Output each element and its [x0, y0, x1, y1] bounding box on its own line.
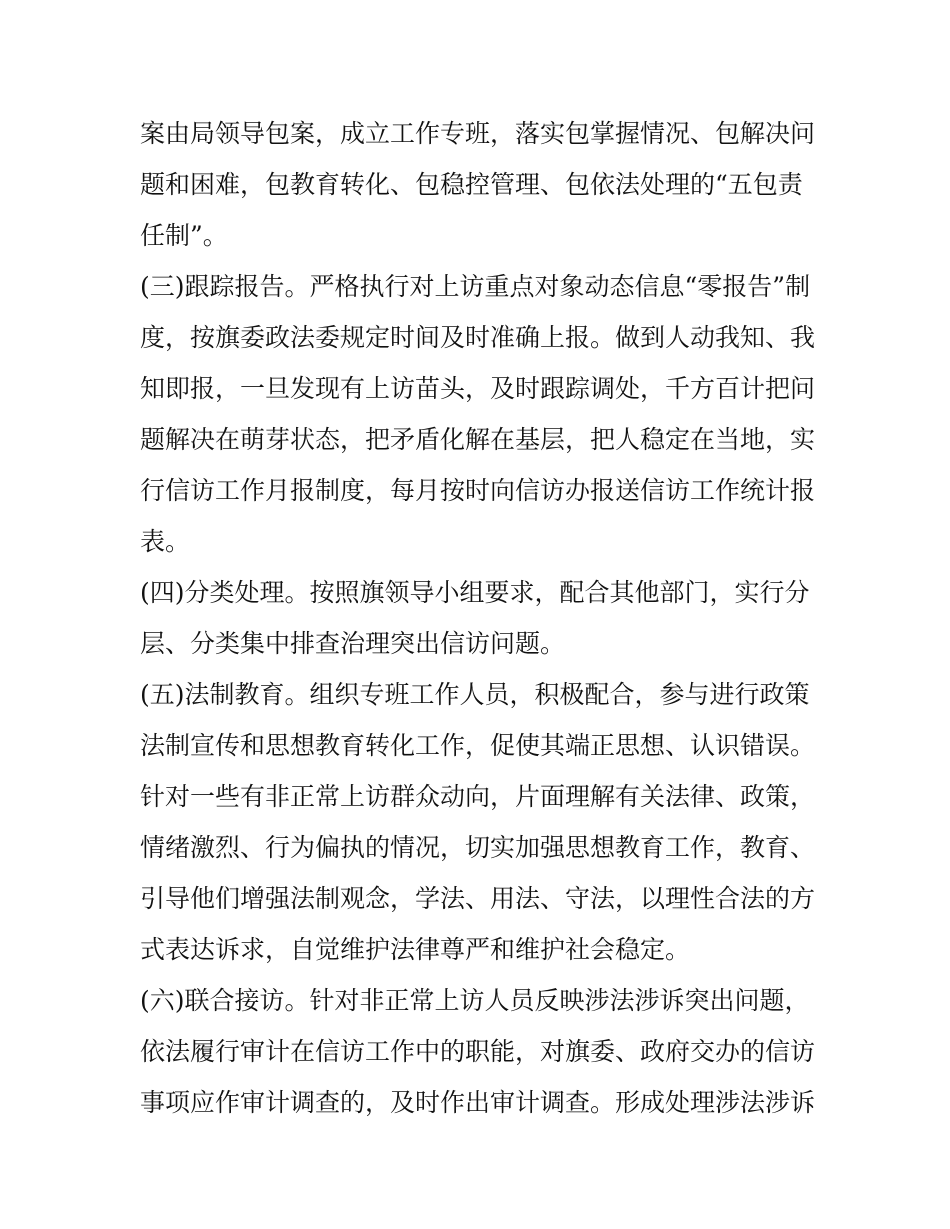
text-line: 任制”。 — [140, 221, 228, 250]
text-line: 情绪激烈、行为偏执的情况，切实加强思想教育工作，教育、 — [140, 833, 816, 862]
text-line: (五)法制教育。组织专班工作人员，积极配合，参与进行政策 — [140, 680, 810, 709]
text-line: 层、分类集中排查治理突出信访问题。 — [140, 629, 566, 658]
text-line: 法制宣传和思想教育转化工作，促使其端正思想、认识错误。 — [140, 731, 816, 760]
text-line: (三)跟踪报告。严格执行对上访重点对象动态信息“零报告”制 — [140, 272, 811, 301]
text-line: 式表达诉求，自觉维护法律尊严和维护社会稳定。 — [140, 935, 691, 964]
text-line: 引导他们增强法制观念，学法、用法、守法，以理性合法的方 — [140, 884, 816, 913]
text-line: 针对一些有非正常上访群众动向，片面理解有关法律、政策， — [140, 782, 816, 811]
document-body — [140, 108, 820, 1128]
text-line: 行信访工作月报制度，每月按时向信访办报送信访工作统计报 — [140, 476, 816, 505]
text-line: 事项应作审计调查的，及时作出审计调查。形成处理涉法涉诉 — [140, 1088, 816, 1117]
text-line: (六)联合接访。针对非正常上访人员反映涉法涉诉突出问题， — [140, 986, 810, 1015]
text-line: 知即报，一旦发现有上访苗头，及时跟踪调处，千方百计把问 — [140, 374, 816, 403]
text-line: 表。 — [140, 527, 191, 556]
text-line: 题和困难，包教育转化、包稳控管理、包依法处理的“五包责 — [140, 170, 803, 199]
text-line: 案由局领导包案，成立工作专班，落实包掌握情况、包解决问 — [140, 119, 816, 148]
text-line: (四)分类处理。按照旗领导小组要求，配合其他部门，实行分 — [140, 578, 810, 607]
text-line: 题解决在萌芽状态，把矛盾化解在基层，把人稳定在当地，实 — [140, 425, 816, 454]
text-line: 度，按旗委政法委规定时间及时准确上报。做到人动我知、我 — [140, 323, 816, 352]
text-line: 依法履行审计在信访工作中的职能，对旗委、政府交办的信访 — [140, 1037, 816, 1066]
